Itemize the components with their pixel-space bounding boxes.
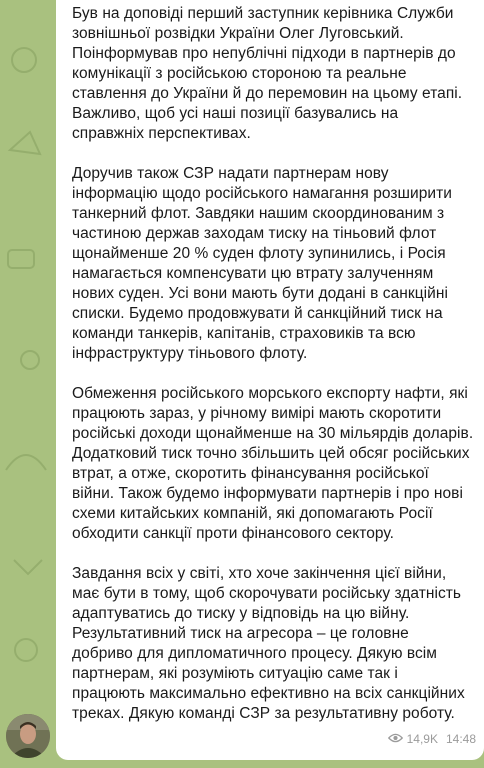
message-paragraph-2: Доручив також СЗР надати партнерам нову інформацію щодо російського намагання розширити танкерний флот. Завдяки нашим скоординованим з частиною держав заходам тиску на тіньовий флот щонайменше 20 % суден флоту зупинились, і Росія намагається компенсувати цю втрату залученням нових суден. Усі вони мають бути додані в санкційні списки. Будемо продовжувати й санкційний тиск на команди танкерів, капітанів, страховиків та всю інфраструктуру тіньового флоту. [72, 165, 452, 362]
message-paragraph-4: Завдання всіх у світі, хто хоче закінчення цієї війни, має бути в тому, щоб скорочувати російську здатність адаптуватись до тиску у відповідь на цю війну. Результативний тиск на агресора – це головне добриво для дипломатичного процесу. Дякую всім партнерам, які розуміють ситуацію саме так і працюють максимально ефективно на всіх санкційних треках. Дякую команді СЗР за результативну роботу. [72, 565, 465, 722]
message-paragraph-1: Був на доповіді перший заступник керівника Служби зовнішньої розвідки України Олег Луговський. Поінформував про непублічні підходи в партнерів до комунікації з російською стороною та реальне ставлення до України й до перемовин на цьому етапі. Важливо, щоб усі наші позиції базувались на справжніх перспективах. [72, 5, 463, 142]
views-count: 14,9K [406, 732, 438, 746]
message-meta [388, 732, 476, 746]
eye-icon [388, 732, 403, 746]
message-bubble[interactable] [56, 0, 484, 760]
sender-avatar[interactable] [6, 714, 50, 758]
message-paragraph-3: Обмеження російського морського експорту нафти, які працюють зараз, у річному вимірі мають скоротити російські доходи щонайменше на 30 мільярдів доларів. Додатковий тиск точно збільшить цей обсяг російських втрат, а отже, скоротить фінансування російської війни. Також будемо інформувати партнерів і про нові схеми китайських компаній, які допомагають Росії обходити санкції проти фінансового сектору. [72, 385, 474, 542]
message-time: 14:48 [445, 732, 476, 746]
